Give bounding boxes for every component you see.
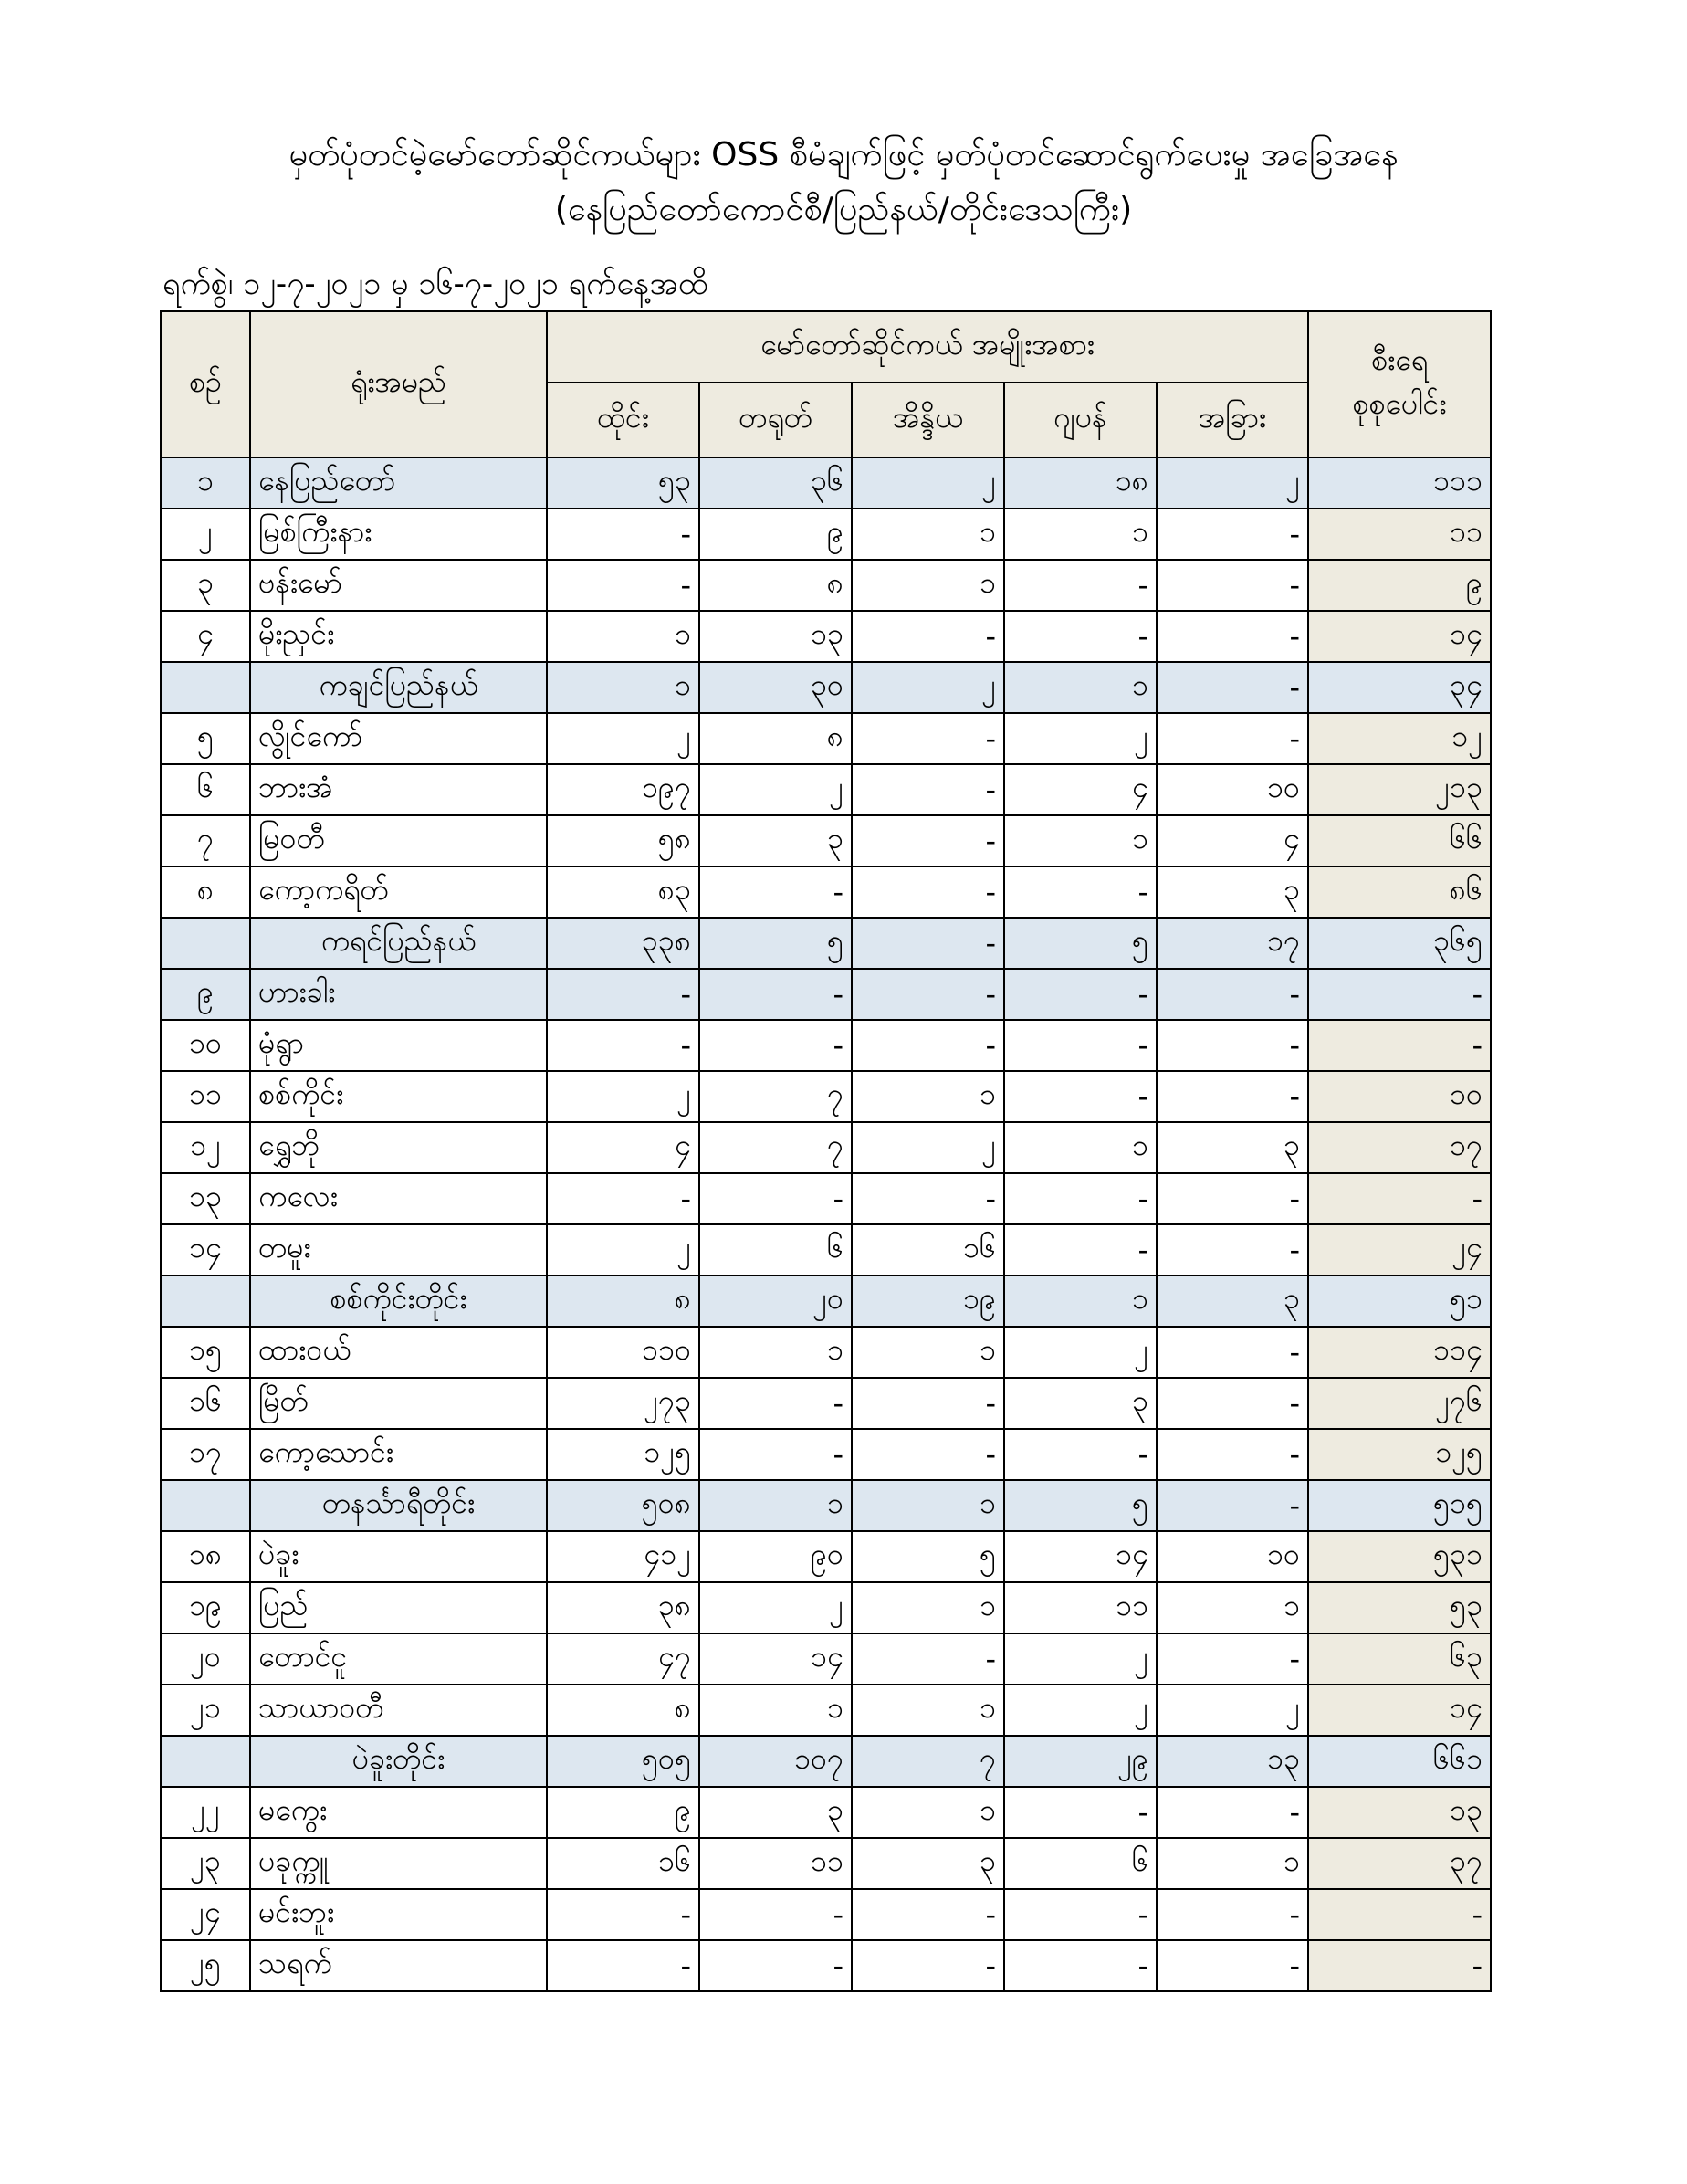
cell-serial: ၁၉ <box>161 1582 250 1633</box>
cell-total: - <box>1308 1020 1491 1071</box>
cell-office-name: ကလေး <box>250 1173 547 1224</box>
header-serial: စဉ် <box>161 311 250 457</box>
cell-thai: ၂၇၃ <box>547 1378 699 1429</box>
cell-india: ၃ <box>852 1838 1004 1889</box>
cell-thai: ၁ <box>547 611 699 662</box>
cell-other: - <box>1157 1429 1308 1480</box>
cell-india: ၁၆ <box>852 1224 1004 1276</box>
cell-serial: ၁၀ <box>161 1020 250 1071</box>
cell-thai: ၂ <box>547 1224 699 1276</box>
cell-china: ၈ <box>699 713 852 764</box>
cell-serial: ၁၅ <box>161 1327 250 1378</box>
cell-india: ၁ <box>852 560 1004 611</box>
cell-total: ၈၆ <box>1308 866 1491 918</box>
table-row <box>161 1020 1491 1071</box>
cell-serial: ၅ <box>161 713 250 764</box>
cell-thai: ၉ <box>547 1787 699 1838</box>
cell-japan: - <box>1004 1173 1157 1224</box>
cell-china: ၁ <box>699 1327 852 1378</box>
cell-total: ၉ <box>1308 560 1491 611</box>
cell-serial: ၂ <box>161 509 250 560</box>
cell-other: - <box>1157 969 1308 1020</box>
cell-india: ၂ <box>852 457 1004 509</box>
cell-office-name: နေပြည်တော် <box>250 457 547 509</box>
cell-office-name: ဟားခါး <box>250 969 547 1020</box>
cell-serial: ၇ <box>161 815 250 866</box>
cell-total: - <box>1308 969 1491 1020</box>
table-row <box>161 1838 1491 1889</box>
cell-india: - <box>852 1173 1004 1224</box>
cell-office-name: မြဝတီ <box>250 815 547 866</box>
cell-serial: ၁၂ <box>161 1122 250 1173</box>
cell-china: - <box>699 1940 852 1991</box>
table-row <box>161 866 1491 918</box>
cell-thai: - <box>547 969 699 1020</box>
subtotal-row <box>161 662 1491 713</box>
header-type-group: မော်တော်ဆိုင်ကယ် အမျိုးအစား <box>547 311 1308 383</box>
cell-thai: ၄၁၂ <box>547 1531 699 1582</box>
cell-thai: - <box>547 560 699 611</box>
cell-serial <box>161 1276 250 1327</box>
table-row <box>161 1685 1491 1736</box>
cell-japan: ၁၄ <box>1004 1531 1157 1582</box>
header-total <box>1308 311 1491 457</box>
cell-thai: ၃၃၈ <box>547 918 699 969</box>
subtotal-row <box>161 1480 1491 1531</box>
subtotal-row <box>161 918 1491 969</box>
cell-total: ၁၁၁ <box>1308 457 1491 509</box>
table-row <box>161 1429 1491 1480</box>
cell-office-name: သရက် <box>250 1940 547 1991</box>
table-row <box>161 1327 1491 1378</box>
cell-thai: ၃၈ <box>547 1582 699 1633</box>
subtotal-row <box>161 457 1491 509</box>
cell-india: ၁ <box>852 1582 1004 1633</box>
cell-japan: ၆ <box>1004 1838 1157 1889</box>
cell-china: - <box>699 1378 852 1429</box>
cell-thai: ၂ <box>547 713 699 764</box>
cell-japan: - <box>1004 560 1157 611</box>
table-row <box>161 1173 1491 1224</box>
cell-japan: - <box>1004 969 1157 1020</box>
cell-china: - <box>699 1889 852 1940</box>
table-row <box>161 1633 1491 1685</box>
cell-china: ၃၆ <box>699 457 852 509</box>
cell-china: ၂၀ <box>699 1276 852 1327</box>
cell-office-name: လွိုင်ကော် <box>250 713 547 764</box>
cell-india: - <box>852 1633 1004 1685</box>
cell-japan: ၁ <box>1004 662 1157 713</box>
cell-thai: ၁ <box>547 662 699 713</box>
cell-japan: - <box>1004 611 1157 662</box>
cell-india: ၂ <box>852 1122 1004 1173</box>
cell-total: ၆၃ <box>1308 1633 1491 1685</box>
table-row <box>161 509 1491 560</box>
cell-india: ၅ <box>852 1531 1004 1582</box>
cell-serial: ၁၃ <box>161 1173 250 1224</box>
table-row <box>161 1378 1491 1429</box>
cell-total: ၁၂ <box>1308 713 1491 764</box>
cell-total: - <box>1308 1173 1491 1224</box>
cell-china: ၁ <box>699 1685 852 1736</box>
table-row <box>161 764 1491 815</box>
cell-other: ၃ <box>1157 1276 1308 1327</box>
cell-serial: ၁၆ <box>161 1378 250 1429</box>
cell-china: ၂ <box>699 764 852 815</box>
cell-thai: ၁၉၇ <box>547 764 699 815</box>
cell-japan: - <box>1004 1787 1157 1838</box>
cell-serial <box>161 1480 250 1531</box>
cell-total: ၅၃၁ <box>1308 1531 1491 1582</box>
header-japan: ဂျပန် <box>1004 383 1157 457</box>
cell-office-name: ပဲခူး <box>250 1531 547 1582</box>
cell-office-name: တောင်ငူ <box>250 1633 547 1685</box>
cell-other: - <box>1157 1889 1308 1940</box>
cell-other: - <box>1157 1224 1308 1276</box>
cell-serial: ၂၂ <box>161 1787 250 1838</box>
cell-india: ၁ <box>852 1787 1004 1838</box>
cell-serial: ၄ <box>161 611 250 662</box>
cell-other: ၂ <box>1157 457 1308 509</box>
header-india: အိန္ဒိယ <box>852 383 1004 457</box>
cell-office-name: ပခုက္ကူ <box>250 1838 547 1889</box>
cell-thai: ၅၀၈ <box>547 1480 699 1531</box>
subtotal-row <box>161 1736 1491 1787</box>
cell-total: ၁၃ <box>1308 1787 1491 1838</box>
cell-china: ၂ <box>699 1582 852 1633</box>
cell-total: ၁၄ <box>1308 611 1491 662</box>
header-office: ရုံးအမည် <box>250 311 547 457</box>
cell-total: - <box>1308 1940 1491 1991</box>
cell-china: ၇ <box>699 1122 852 1173</box>
cell-other: - <box>1157 1378 1308 1429</box>
cell-india: ၁ <box>852 1327 1004 1378</box>
cell-other: ၁၀ <box>1157 1531 1308 1582</box>
report-subtitle: (နေပြည်တော်ကောင်စီ/ပြည်နယ်/တိုင်းဒေသကြီး) <box>554 191 1133 228</box>
cell-thai: ၈ <box>547 1276 699 1327</box>
cell-china: ၈ <box>699 560 852 611</box>
cell-japan: ၂၉ <box>1004 1736 1157 1787</box>
cell-thai: ၅၀၅ <box>547 1736 699 1787</box>
cell-total: ၂၁၃ <box>1308 764 1491 815</box>
cell-total: ၃၇ <box>1308 1838 1491 1889</box>
cell-serial: ၃ <box>161 560 250 611</box>
cell-serial: ၂၃ <box>161 1838 250 1889</box>
cell-japan: ၁ <box>1004 1276 1157 1327</box>
cell-other: - <box>1157 662 1308 713</box>
cell-serial: ၉ <box>161 969 250 1020</box>
cell-india: - <box>852 611 1004 662</box>
cell-serial: ၁၁ <box>161 1071 250 1122</box>
cell-serial: ၁၄ <box>161 1224 250 1276</box>
cell-china: - <box>699 1429 852 1480</box>
cell-china: ၁၃ <box>699 611 852 662</box>
cell-china: ၉ <box>699 509 852 560</box>
cell-other: ၄ <box>1157 815 1308 866</box>
cell-thai: ၅၈ <box>547 815 699 866</box>
cell-china: ၅ <box>699 918 852 969</box>
cell-total: ၁၄ <box>1308 1685 1491 1736</box>
cell-china: ၉၀ <box>699 1531 852 1582</box>
cell-other: - <box>1157 1327 1308 1378</box>
cell-office-name: တမူး <box>250 1224 547 1276</box>
cell-serial: ၈ <box>161 866 250 918</box>
cell-office-name: မိုးညှင်း <box>250 611 547 662</box>
cell-total: ၁၂၅ <box>1308 1429 1491 1480</box>
table-row <box>161 1787 1491 1838</box>
cell-other: - <box>1157 713 1308 764</box>
cell-thai: - <box>547 1173 699 1224</box>
report-period: ရက်စွဲ၊ ၁၂-၇-၂၀၂၁ မှ ၁၆-၇-၂၀၂၁ ရက်နေ့အထိ <box>162 266 708 302</box>
cell-china: - <box>699 1173 852 1224</box>
cell-office-name: စစ်ကိုင်း <box>250 1071 547 1122</box>
cell-serial: ၁၈ <box>161 1531 250 1582</box>
cell-japan: - <box>1004 866 1157 918</box>
cell-japan: ၂ <box>1004 1685 1157 1736</box>
cell-serial <box>161 1736 250 1787</box>
cell-thai: - <box>547 1020 699 1071</box>
cell-office-name: မုံရွာ <box>250 1020 547 1071</box>
cell-japan: ၄ <box>1004 764 1157 815</box>
header-other: အခြား <box>1157 383 1308 457</box>
cell-total: ၅၁၅ <box>1308 1480 1491 1531</box>
cell-thai: - <box>547 1889 699 1940</box>
cell-other: - <box>1157 1480 1308 1531</box>
cell-india: ၁ <box>852 509 1004 560</box>
table-body <box>161 457 1491 1991</box>
cell-japan: - <box>1004 1020 1157 1071</box>
table-row <box>161 1940 1491 1991</box>
cell-office-name: မြိတ် <box>250 1378 547 1429</box>
cell-china: - <box>699 866 852 918</box>
table-row <box>161 1224 1491 1276</box>
cell-india: - <box>852 1378 1004 1429</box>
cell-japan: ၁၁ <box>1004 1582 1157 1633</box>
cell-thai: ၄၇ <box>547 1633 699 1685</box>
table-row <box>161 560 1491 611</box>
header-row-1 <box>161 311 1491 383</box>
cell-serial: ၁၇ <box>161 1429 250 1480</box>
table-row <box>161 1122 1491 1173</box>
subtotal-row <box>161 969 1491 1020</box>
cell-thai: ၁၆ <box>547 1838 699 1889</box>
cell-office-name: ထားဝယ် <box>250 1327 547 1378</box>
report-title: မှတ်ပုံတင်မဲ့မော်တော်ဆိုင်ကယ်များ OSS စီမံချက်ဖြင့် မှတ်ပုံတင်ဆောင်ရွက်ပေးမှု အခြေအနေ <box>288 136 1399 173</box>
cell-office-name: ကရင်ပြည်နယ် <box>250 918 547 969</box>
header-thai: ထိုင်း <box>547 383 699 457</box>
table-row <box>161 713 1491 764</box>
cell-office-name: မင်းဘူး <box>250 1889 547 1940</box>
cell-india: ၂ <box>852 662 1004 713</box>
registration-table <box>160 310 1492 1992</box>
cell-office-name: ပဲခူးတိုင်း <box>250 1736 547 1787</box>
cell-office-name: ပြည် <box>250 1582 547 1633</box>
cell-total: ၆၆၁ <box>1308 1736 1491 1787</box>
cell-total: ၅၁ <box>1308 1276 1491 1327</box>
cell-thai: - <box>547 509 699 560</box>
cell-india: ၁၉ <box>852 1276 1004 1327</box>
cell-other: - <box>1157 509 1308 560</box>
cell-total: ၂၄ <box>1308 1224 1491 1276</box>
cell-china: ၇ <box>699 1071 852 1122</box>
cell-office-name: ဗန်းမော် <box>250 560 547 611</box>
cell-japan: - <box>1004 1071 1157 1122</box>
cell-japan: ၅ <box>1004 1480 1157 1531</box>
cell-other: ၁ <box>1157 1582 1308 1633</box>
cell-japan: ၂ <box>1004 1327 1157 1378</box>
cell-serial <box>161 662 250 713</box>
cell-office-name: မကွေး <box>250 1787 547 1838</box>
cell-china: ၁၄ <box>699 1633 852 1685</box>
cell-japan: - <box>1004 1224 1157 1276</box>
cell-thai: - <box>547 1940 699 1991</box>
cell-office-name: ဘားအံ <box>250 764 547 815</box>
cell-office-name: သာယာဝတီ <box>250 1685 547 1736</box>
cell-thai: ၁၂၅ <box>547 1429 699 1480</box>
table-row <box>161 611 1491 662</box>
cell-japan: ၅ <box>1004 918 1157 969</box>
cell-thai: ၈ <box>547 1685 699 1736</box>
cell-other: ၁၃ <box>1157 1736 1308 1787</box>
cell-total: ၃၄ <box>1308 662 1491 713</box>
cell-india: - <box>852 866 1004 918</box>
cell-india: - <box>852 1889 1004 1940</box>
cell-total: ၆၆ <box>1308 815 1491 866</box>
cell-china: - <box>699 969 852 1020</box>
cell-japan: ၁၈ <box>1004 457 1157 509</box>
cell-thai: ၂ <box>547 1071 699 1122</box>
cell-japan: - <box>1004 1940 1157 1991</box>
cell-other: - <box>1157 1071 1308 1122</box>
cell-china: ၃ <box>699 815 852 866</box>
cell-total: - <box>1308 1889 1491 1940</box>
cell-office-name: ကော့သောင်း <box>250 1429 547 1480</box>
cell-serial: ၆ <box>161 764 250 815</box>
cell-china: ၁၀၇ <box>699 1736 852 1787</box>
cell-india: ၇ <box>852 1736 1004 1787</box>
table-row <box>161 1582 1491 1633</box>
cell-japan: - <box>1004 1429 1157 1480</box>
cell-other: ၁၇ <box>1157 918 1308 969</box>
header-china: တရုတ် <box>699 383 852 457</box>
cell-other: ၃ <box>1157 1122 1308 1173</box>
cell-office-name: စစ်ကိုင်းတိုင်း <box>250 1276 547 1327</box>
cell-other: - <box>1157 1173 1308 1224</box>
cell-japan: ၃ <box>1004 1378 1157 1429</box>
cell-china: ၆ <box>699 1224 852 1276</box>
cell-china: ၃၀ <box>699 662 852 713</box>
cell-japan: ၂ <box>1004 713 1157 764</box>
cell-total: ၁၀ <box>1308 1071 1491 1122</box>
cell-india: - <box>852 764 1004 815</box>
cell-india: - <box>852 713 1004 764</box>
cell-serial: ၂၅ <box>161 1940 250 1991</box>
cell-serial: ၁ <box>161 457 250 509</box>
table-row <box>161 1889 1491 1940</box>
table-row <box>161 815 1491 866</box>
cell-china: ၁၁ <box>699 1838 852 1889</box>
cell-india: - <box>852 815 1004 866</box>
subtotal-row <box>161 1276 1491 1327</box>
cell-other: ၁၀ <box>1157 764 1308 815</box>
cell-serial <box>161 918 250 969</box>
cell-japan: ၁ <box>1004 1122 1157 1173</box>
table-row <box>161 1531 1491 1582</box>
cell-serial: ၂၁ <box>161 1685 250 1736</box>
cell-office-name: မြစ်ကြီးနား <box>250 509 547 560</box>
cell-total: ၁၁ <box>1308 509 1491 560</box>
cell-india: - <box>852 1020 1004 1071</box>
cell-japan: ၂ <box>1004 1633 1157 1685</box>
cell-other: - <box>1157 1633 1308 1685</box>
cell-japan: ၁ <box>1004 815 1157 866</box>
cell-other: ၁ <box>1157 1838 1308 1889</box>
table-row <box>161 1071 1491 1122</box>
cell-japan: ၁ <box>1004 509 1157 560</box>
cell-india: ၁ <box>852 1071 1004 1122</box>
cell-other: - <box>1157 560 1308 611</box>
cell-thai: ၁၁၀ <box>547 1327 699 1378</box>
cell-india: ၁ <box>852 1685 1004 1736</box>
cell-india: - <box>852 969 1004 1020</box>
cell-thai: ၈၃ <box>547 866 699 918</box>
cell-china: ၃ <box>699 1787 852 1838</box>
cell-india: ၁ <box>852 1480 1004 1531</box>
cell-india: - <box>852 1940 1004 1991</box>
header-total-line2: စုစုပေါင်း <box>1352 386 1447 421</box>
cell-japan: - <box>1004 1889 1157 1940</box>
cell-total: ၃၆၅ <box>1308 918 1491 969</box>
cell-total: ၅၃ <box>1308 1582 1491 1633</box>
cell-total: ၁၇ <box>1308 1122 1491 1173</box>
cell-serial: ၂၀ <box>161 1633 250 1685</box>
cell-thai: ၄ <box>547 1122 699 1173</box>
cell-other: - <box>1157 1940 1308 1991</box>
cell-other: ၂ <box>1157 1685 1308 1736</box>
cell-office-name: တနင်္သာရီတိုင်း <box>250 1480 547 1531</box>
cell-china: - <box>699 1020 852 1071</box>
cell-china: ၁ <box>699 1480 852 1531</box>
cell-other: - <box>1157 611 1308 662</box>
cell-office-name: ရွှေဘို <box>250 1122 547 1173</box>
cell-other: - <box>1157 1787 1308 1838</box>
cell-other: ၃ <box>1157 866 1308 918</box>
cell-india: - <box>852 918 1004 969</box>
cell-office-name: ကော့ကရိတ် <box>250 866 547 918</box>
cell-total: ၁၁၄ <box>1308 1327 1491 1378</box>
cell-office-name: ကချင်ပြည်နယ် <box>250 662 547 713</box>
cell-serial: ၂၄ <box>161 1889 250 1940</box>
cell-india: - <box>852 1429 1004 1480</box>
header-total-line1: စီးရေ <box>1371 342 1428 377</box>
cell-other: - <box>1157 1020 1308 1071</box>
cell-total: ၂၇၆ <box>1308 1378 1491 1429</box>
cell-thai: ၅၃ <box>547 457 699 509</box>
